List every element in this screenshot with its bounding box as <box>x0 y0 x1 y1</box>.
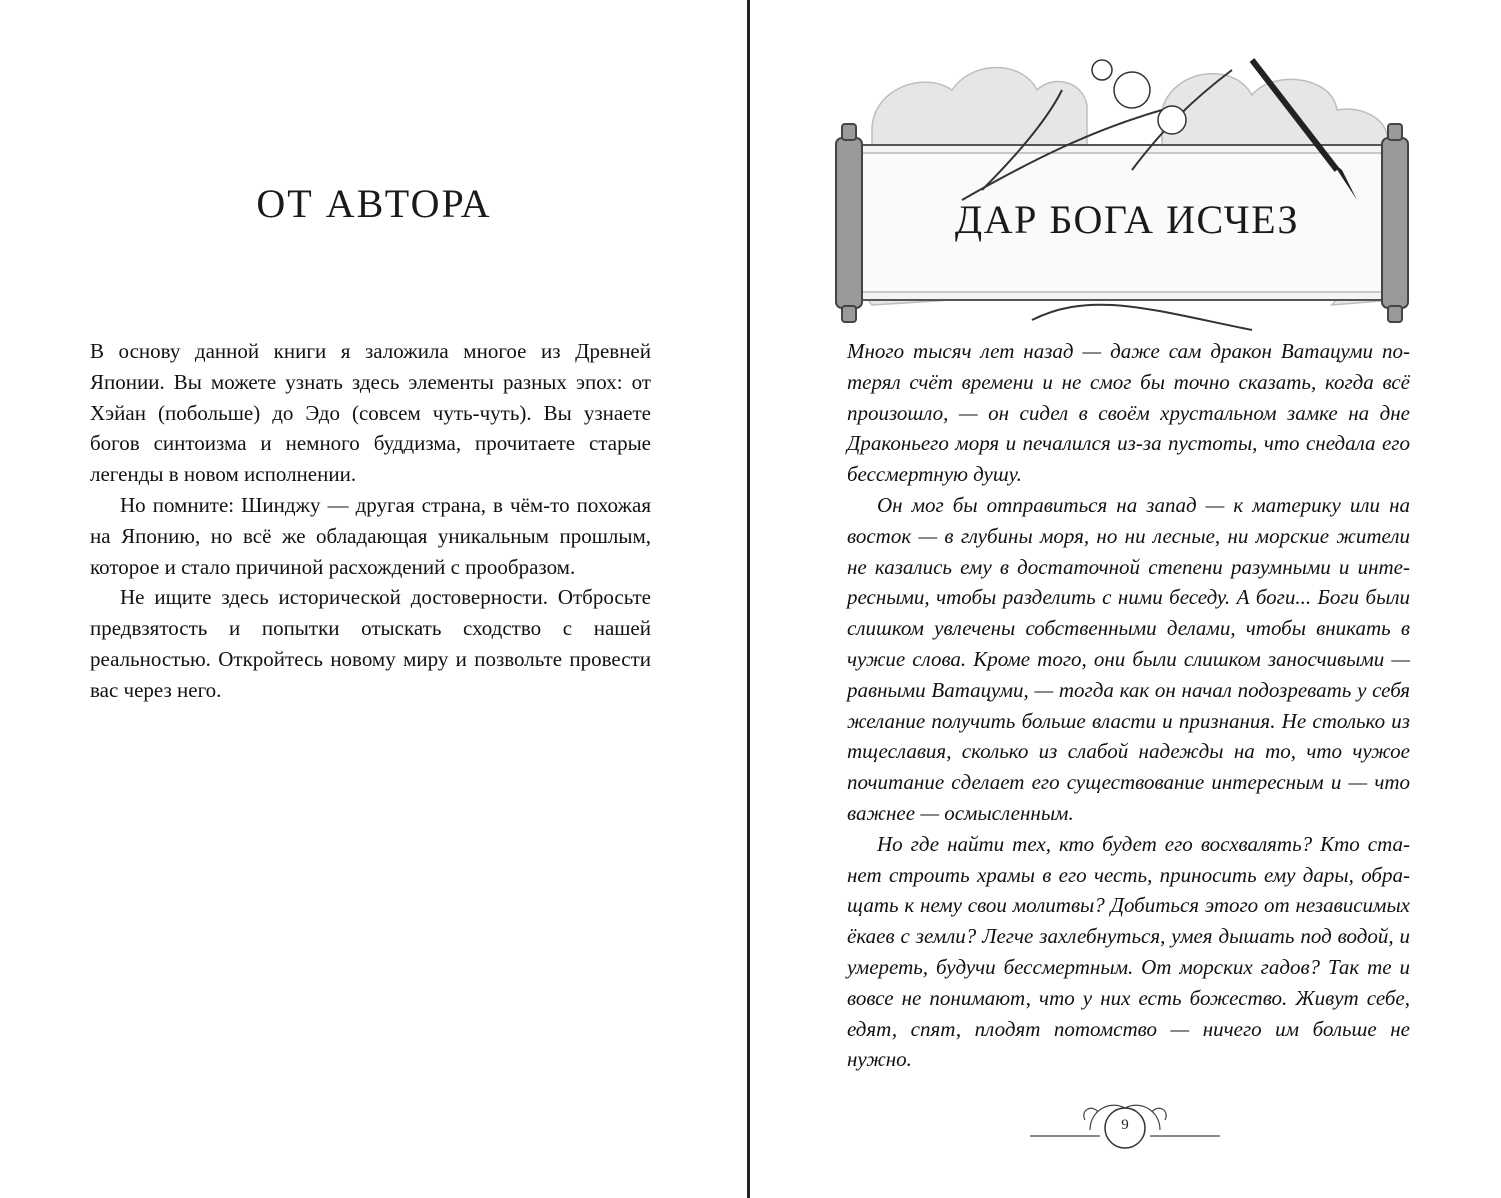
book-spine-divider <box>747 0 750 1198</box>
page-number: 9 <box>1121 1117 1129 1133</box>
right-paragraph-2: Он мог бы отправиться на запад — к материку или на восток — в глубины моря, но ни лесные, ни морские жители не казались ему в достаточной степени разумными и интересными, чтобы разделить с ними беседу. А боги... Боги были слишком увлечены собственными делами, чтобы вникать в чужие слова. Кроме того, они были слишком заносчивыми — равными Ватацуми, — тогда как он начал подозревать у себя желание получить больше власти и признания. Не столько из тщеславия, сколько из слабой надежды на то, что чужое почитание сделает его существование интересным и — что важнее — осмысленным. <box>847 492 1410 825</box>
left-paragraph-1: В основу данной книги я заложила многое из Древней Японии. Вы можете узнать здесь элементы разных эпох: от Хэйан (побольше) до Эдо (совсем чуть-чуть). Вы узнаете богов синтоизма и немного буддизма, прочитаете старые легенды в новом исполнении. <box>90 339 651 487</box>
left-page <box>0 0 748 1198</box>
left-page-body <box>90 336 651 706</box>
right-paragraph-3: Но где найти тех, кто будет его восхвалять? Кто станет строить храмы в его честь, приносить ему дары, обращать к нему свои молитвы? Добиться этого от независимых ёкаев с земли? Легче захлебнуться, умея дышать под водой, и умереть, будучи бессмертным. От морских гадов? Так те и вовсе не понимают, что у них есть божество. Живут себе, едят, спят, плодят потомство — ничего им больше не нужно. <box>847 831 1410 1072</box>
left-page-title: ОТ АВТОРА <box>256 181 492 226</box>
left-paragraph-3: Не ищите здесь исторической достоверности. Отбросьте предвзятость и попытки отыскать сходство с нашей реальностью. Откройтесь новому миру и позвольте провести вас через него. <box>90 585 651 702</box>
left-paragraph-2: Но помните: Шинджу — другая страна, в чём-то похожая на Японию, но всё же обладающая уникальным прошлым, которое и стало причиной расхождений с прообразом. <box>90 492 651 579</box>
right-paragraph-1: Много тысяч лет назад — даже сам дракон Ватацуми потерял счёт времени и не смог бы точно сказать, когда всё произошло, — он сидел в своём хрустальном замке на дне Драконьего моря и печалился из-за пустоты, что снедала его бессмертную душу. <box>847 339 1410 487</box>
right-page-title: ДАР БОГА ИСЧЕЗ <box>954 197 1300 242</box>
scroll-banner-illustration <box>832 50 1412 340</box>
right-page-body <box>847 336 1410 1075</box>
